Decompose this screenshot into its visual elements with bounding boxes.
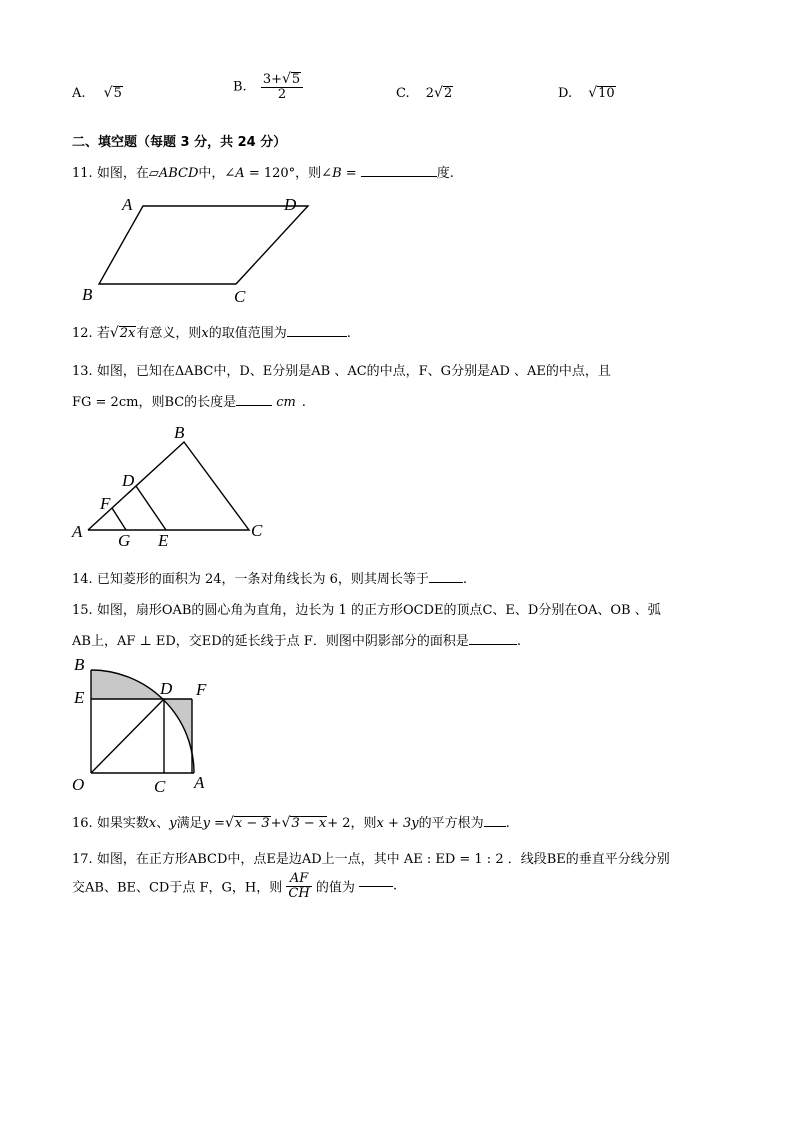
answer-blank[interactable] bbox=[469, 644, 517, 645]
q17-number: 17. bbox=[72, 852, 93, 867]
segment-od bbox=[91, 699, 164, 773]
q16-text-2: 、 bbox=[156, 816, 170, 831]
label-a: A bbox=[122, 195, 133, 214]
label-b: B bbox=[74, 655, 85, 674]
answer-blank[interactable] bbox=[484, 826, 506, 827]
q11-abcd: ABCD bbox=[158, 166, 199, 181]
shaded-region-top bbox=[91, 670, 164, 699]
label-f: F bbox=[196, 680, 207, 699]
option-b-den: 2 bbox=[277, 87, 287, 103]
q16-radicand-1: x − 3 bbox=[234, 816, 270, 831]
q15-line-1: 如图，扇形OAB的圆心角为直角，边长为 1 的正方形OCDE的顶点C、E、D分别在OA、OB 、弧 bbox=[96, 603, 661, 618]
option-b-num-rad: 5 bbox=[291, 72, 301, 87]
answer-blank[interactable] bbox=[429, 582, 463, 583]
q11-text-5: 度. bbox=[436, 166, 454, 181]
option-a-label: A. bbox=[72, 86, 86, 101]
label-a: A bbox=[72, 522, 83, 541]
section-title: 二、填空题（每题 3 分，共 24 分） bbox=[72, 135, 287, 150]
q16-radicand-2: 3 − x bbox=[291, 816, 327, 831]
option-d-label: D. bbox=[558, 86, 573, 101]
q11-text-2: 中，∠ bbox=[198, 166, 236, 181]
answer-blank[interactable] bbox=[359, 886, 393, 887]
option-b-num-int: 3+ bbox=[262, 72, 282, 87]
q14-number: 14. bbox=[72, 572, 93, 587]
q13-line-1: 如图，已知在ΔABC中，D、E分别是AB 、AC的中点，F、G分别是AD 、AE的中点，且 bbox=[96, 364, 611, 379]
q17-line-1: 如图，在正方形ABCD中，点E是边AD上一点，其中 AE : ED = 1 : 2 ．线段BE的垂直平分线分别 bbox=[96, 852, 670, 867]
q16-y: y bbox=[169, 816, 177, 831]
q17-end: . bbox=[392, 878, 398, 894]
question-13-line-1 bbox=[72, 360, 611, 379]
q11-text-1: 如图，在▱ bbox=[96, 166, 159, 181]
label-o: O bbox=[72, 775, 85, 794]
q12-radicand: 2x bbox=[119, 326, 136, 341]
option-b bbox=[233, 72, 303, 102]
q13-end: . bbox=[301, 395, 306, 410]
option-b-fraction: $\frac{3+√5}{2}$ bbox=[261, 72, 303, 102]
sqrt-sign: √ bbox=[103, 85, 113, 101]
question-15-line-2 bbox=[72, 630, 521, 649]
label-e: E bbox=[158, 531, 169, 550]
figure-sector bbox=[66, 652, 226, 798]
triangle-abc bbox=[88, 442, 249, 530]
figure-parallelogram bbox=[70, 192, 320, 307]
q12-text-3: 的取值范围为 bbox=[208, 326, 287, 341]
segment-fg bbox=[112, 508, 126, 530]
q15-line-2: AB上，AF ⊥ ED，交ED的延长线于点 F．则图中阴影部分的面积是 bbox=[72, 634, 469, 649]
option-c: C. 2√2 bbox=[396, 85, 453, 101]
q13-line-2: FG = 2cm，则BC的长度是 bbox=[72, 395, 237, 410]
option-a bbox=[72, 85, 123, 101]
option-d: D. √10 bbox=[558, 85, 615, 101]
q13-unit: cm bbox=[276, 395, 296, 410]
q16-end: . bbox=[505, 816, 510, 831]
q11-text-3: = 120°，则∠ bbox=[244, 166, 333, 181]
option-c-rad: 2 bbox=[443, 86, 453, 101]
label-c: C bbox=[251, 521, 263, 540]
q12-text-1: 若 bbox=[96, 326, 110, 341]
label-a: A bbox=[194, 773, 205, 792]
q11-number: 11. bbox=[72, 166, 93, 181]
q11-b: B bbox=[332, 166, 342, 181]
segment-de bbox=[136, 486, 166, 530]
label-b: B bbox=[174, 423, 185, 442]
q17-line-2: 交AB、BE、CD于点 F，G，H，则 bbox=[72, 880, 283, 896]
q12-end: . bbox=[346, 326, 351, 341]
answer-blank[interactable] bbox=[287, 336, 347, 337]
question-12: 12. 若√2x有意义，则x的取值范围为 . bbox=[72, 325, 351, 341]
label-c: C bbox=[154, 777, 166, 796]
q13-number: 13. bbox=[72, 364, 93, 379]
q16-eq-y: y = bbox=[202, 816, 225, 831]
q16-number: 16. bbox=[72, 816, 93, 831]
option-c-label: C. bbox=[396, 86, 410, 101]
question-11 bbox=[72, 162, 454, 181]
q17-frac-num: AF bbox=[286, 872, 311, 887]
question-15-line-1 bbox=[72, 599, 661, 618]
q12-x: x bbox=[201, 326, 209, 341]
q11-text-4: = bbox=[341, 166, 357, 181]
q14-end: . bbox=[462, 572, 468, 587]
label-g: G bbox=[118, 531, 131, 550]
q15-number: 15. bbox=[72, 603, 93, 618]
option-c-coef: 2 bbox=[425, 86, 435, 101]
label-e: E bbox=[74, 688, 85, 707]
option-d-rad: 10 bbox=[598, 86, 615, 101]
q16-expr: x + 3y bbox=[376, 816, 419, 831]
label-d: D bbox=[284, 195, 297, 214]
q12-text-2: 有意义，则 bbox=[136, 326, 202, 341]
q17-fraction bbox=[286, 872, 311, 900]
label-d: D bbox=[122, 471, 135, 490]
q16-plus: + bbox=[270, 816, 282, 831]
label-c: C bbox=[234, 287, 246, 306]
q11-a: A bbox=[235, 166, 245, 181]
q17-frac-den: CH bbox=[288, 885, 310, 901]
question-17-line-2 bbox=[72, 872, 397, 900]
figure-triangle bbox=[66, 420, 276, 550]
q15-end: . bbox=[516, 634, 521, 649]
option-a-value: 5 bbox=[113, 86, 122, 101]
question-16: 16. 如果实数x、y满足y =√x − 3+√3 − x+ 2，则x + 3y的平方根为 . bbox=[72, 815, 510, 831]
parallelogram-shape bbox=[99, 206, 308, 284]
label-f: F bbox=[100, 494, 111, 513]
q16-text-1: 如果实数 bbox=[96, 816, 149, 831]
option-b-label: B. bbox=[233, 79, 247, 95]
label-b: B bbox=[82, 285, 93, 304]
question-17-line-1 bbox=[72, 848, 670, 867]
q16-text-4: + 2，则 bbox=[327, 816, 377, 831]
answer-blank[interactable] bbox=[361, 176, 437, 177]
q14-text: 已知菱形的面积为 24，一条对角线长为 6，则其周长等于 bbox=[96, 572, 429, 587]
question-13-line-2 bbox=[72, 391, 306, 410]
label-d: D bbox=[160, 679, 173, 698]
q12-number: 12. bbox=[72, 326, 93, 341]
q16-text-5: 的平方根为 bbox=[418, 816, 484, 831]
q17-text-after: 的值为 bbox=[315, 880, 355, 896]
answer-blank[interactable] bbox=[236, 405, 272, 406]
q16-x: x bbox=[148, 816, 157, 831]
q16-text-3: 满足 bbox=[176, 816, 203, 831]
question-14 bbox=[72, 568, 467, 587]
